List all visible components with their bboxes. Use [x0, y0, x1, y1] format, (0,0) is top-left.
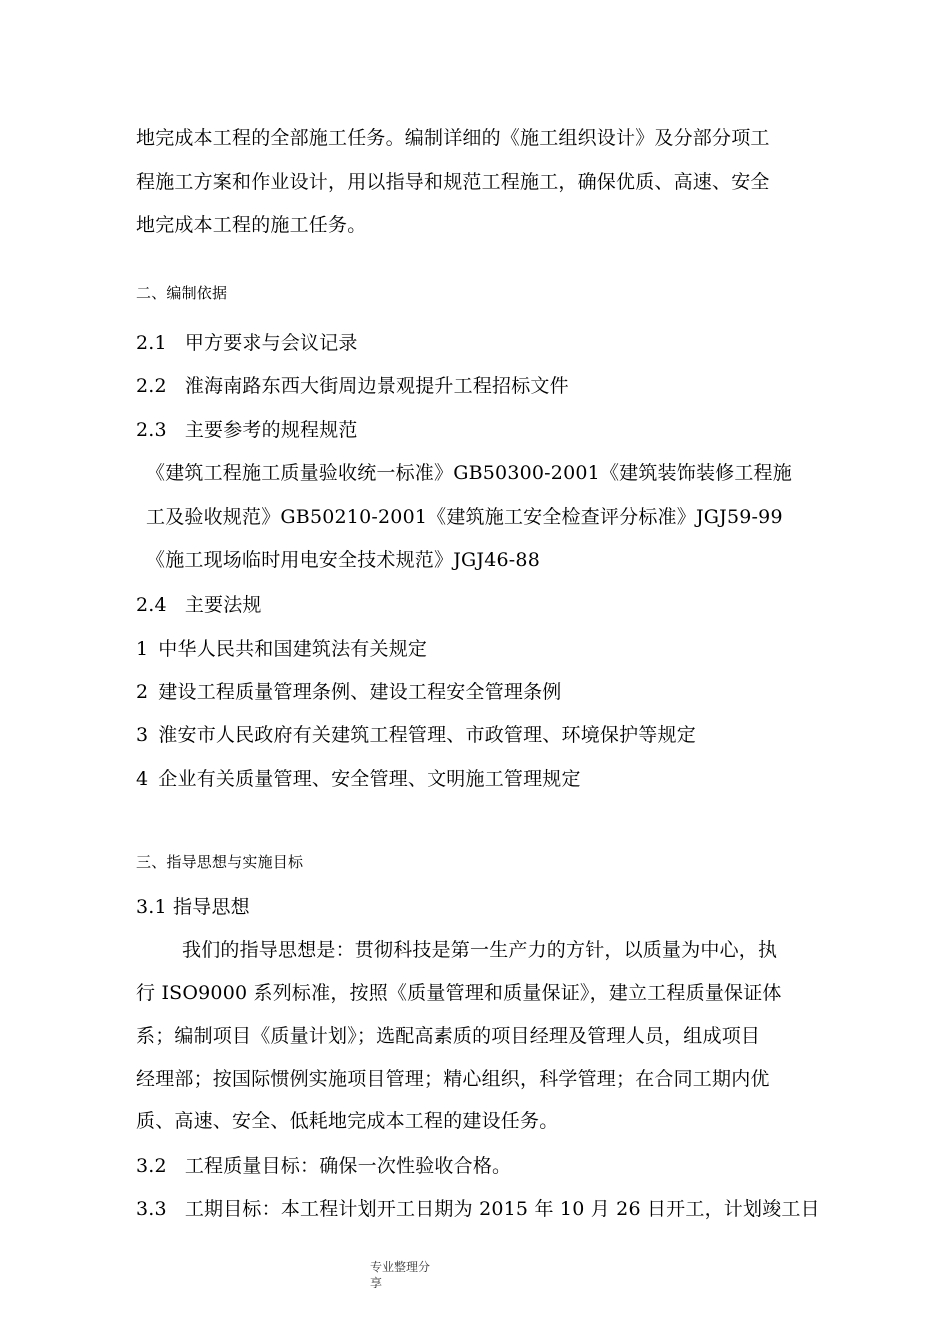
- item-text: 主要法规: [184, 594, 262, 616]
- footer-line-2: 享: [370, 1276, 383, 1290]
- item-2-2: [136, 373, 569, 399]
- law-text: 建设工程质量管理条例、建设工程安全管理条例: [158, 681, 562, 703]
- law-number: 3: [136, 724, 149, 746]
- law-number: 1: [136, 638, 149, 660]
- law-number: 2: [136, 681, 149, 703]
- subsection-3-3: [136, 1196, 820, 1222]
- para-line-3: 系；编制项目《质量计划》；选配高素质的项目经理及管理人员，组成项目: [136, 1025, 761, 1047]
- item-text: 主要参考的规程规范: [184, 419, 358, 441]
- item-number: 2.3: [136, 419, 167, 441]
- law-text: 中华人民共和国建筑法有关规定: [158, 638, 428, 660]
- law-text: 企业有关质量管理、安全管理、文明施工管理规定: [158, 768, 581, 790]
- para-line-4: 经理部；按国际惯例实施项目管理；精心组织，科学管理；在合同工期内优: [136, 1068, 770, 1090]
- item-2-1: [136, 330, 358, 356]
- item-number: 2.1: [136, 332, 167, 354]
- item-number: 2.4: [136, 594, 167, 616]
- item-text: 淮海南路东西大街周边景观提升工程招标文件: [184, 375, 569, 397]
- intro-line-1: 地完成本工程的全部施工任务。编制详细的《施工组织设计》及分部分项工: [136, 127, 770, 149]
- para-line-2: 行 ISO9000 系列标准，按照《质量管理和质量保证》，建立工程质量保证体: [136, 982, 782, 1004]
- item-2-3: [136, 417, 358, 443]
- item-number: 2.2: [136, 375, 167, 397]
- standards-line-1: 《建筑工程施工质量验收统一标准》GB50300-2001《建筑装饰装修工程施: [146, 462, 792, 484]
- item-number: 3.3: [136, 1198, 167, 1220]
- law-item-4: [136, 766, 581, 792]
- item-2-4: [136, 592, 262, 618]
- section-2-heading: 二、编制依据: [136, 284, 228, 302]
- item-number: 3.2: [136, 1155, 167, 1177]
- intro-line-2: 程施工方案和作业设计，用以指导和规范工程施工，确保优质、高速、安全: [136, 171, 770, 193]
- item-text: 甲方要求与会议记录: [184, 332, 358, 354]
- item-text: 工期目标：本工程计划开工日期为 2015 年 10 月 26 日开工，计划竣工日: [184, 1198, 820, 1220]
- section-3-heading: 三、指导思想与实施目标: [136, 853, 304, 871]
- law-item-2: [136, 679, 562, 705]
- footer-line-1: 专业整理分: [370, 1260, 431, 1274]
- subsection-3-1: 3.1 指导思想: [136, 896, 250, 918]
- para-line-5: 质、高速、安全、低耗地完成本工程的建设任务。: [136, 1110, 559, 1132]
- subsection-3-2: [136, 1153, 511, 1179]
- standards-line-3: 《施工现场临时用电安全技术规范》JGJ46-88: [146, 549, 540, 571]
- item-text: 工程质量目标：确保一次性验收合格。: [184, 1155, 512, 1177]
- law-text: 淮安市人民政府有关建筑工程管理、市政管理、环境保护等规定: [158, 724, 696, 746]
- standards-line-2: 工及验收规范》GB50210-2001《建筑施工安全检查评分标准》JGJ59-99: [146, 506, 783, 528]
- intro-line-3: 地完成本工程的施工任务。: [136, 214, 367, 236]
- law-item-3: [136, 722, 696, 748]
- law-item-1: [136, 636, 427, 662]
- law-number: 4: [136, 768, 149, 790]
- para-line-1: 我们的指导思想是：贯彻科技是第一生产力的方针，以质量为中心，执: [182, 939, 778, 961]
